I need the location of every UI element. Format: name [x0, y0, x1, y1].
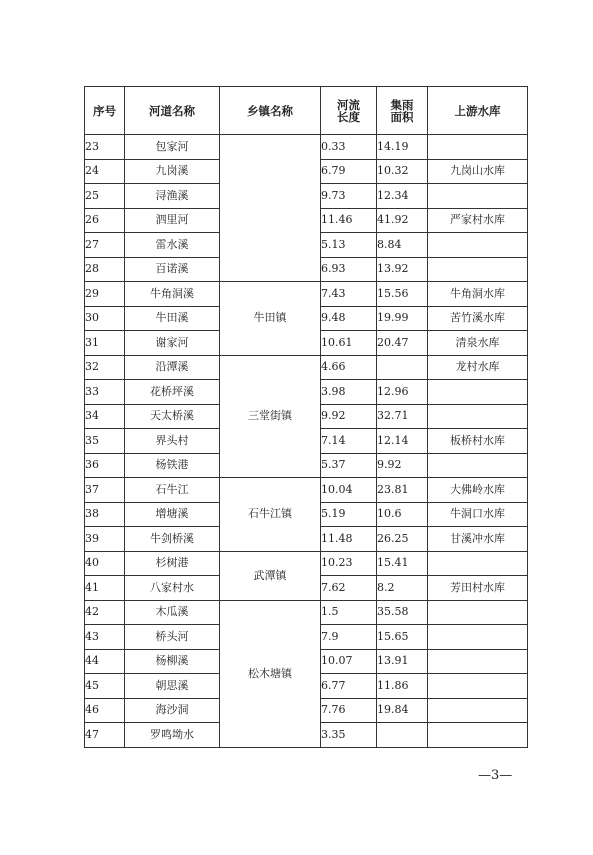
- row-river-name: 包家河: [125, 135, 220, 160]
- row-river-name: 沿潭溪: [125, 355, 220, 380]
- row-river-name: 罗鸣坳水: [125, 723, 220, 748]
- row-area: 14.19: [377, 135, 428, 160]
- row-area: 12.96: [377, 380, 428, 405]
- row-length: 7.62: [321, 576, 377, 601]
- row-length: 10.23: [321, 551, 377, 576]
- row-area: 10.32: [377, 159, 428, 184]
- row-reservoir: [428, 649, 528, 674]
- row-seq: 27: [85, 233, 125, 258]
- row-area: 15.41: [377, 551, 428, 576]
- row-seq: 31: [85, 331, 125, 356]
- row-river-name: 天太桥溪: [125, 404, 220, 429]
- row-length: 4.66: [321, 355, 377, 380]
- header-length-line2: 长度: [337, 109, 360, 124]
- header-length: [321, 87, 377, 135]
- row-length: 7.14: [321, 429, 377, 454]
- row-town: 松木塘镇: [220, 600, 321, 747]
- row-seq: 45: [85, 674, 125, 699]
- row-area: 11.86: [377, 674, 428, 699]
- row-area: 20.47: [377, 331, 428, 356]
- row-river-name: 浔渔溪: [125, 184, 220, 209]
- row-river-name: 八家村水: [125, 576, 220, 601]
- row-reservoir: [428, 233, 528, 258]
- row-river-name: 九岗溪: [125, 159, 220, 184]
- row-town: 三堂街镇: [220, 355, 321, 478]
- row-seq: 28: [85, 257, 125, 282]
- row-area: [377, 355, 428, 380]
- row-area: 8.84: [377, 233, 428, 258]
- row-reservoir: 清泉水库: [428, 331, 528, 356]
- row-river-name: 牛田溪: [125, 306, 220, 331]
- row-area: 15.65: [377, 625, 428, 650]
- row-length: 5.37: [321, 453, 377, 478]
- row-seq: 32: [85, 355, 125, 380]
- row-seq: 29: [85, 282, 125, 307]
- row-area: 8.2: [377, 576, 428, 601]
- row-length: 7.9: [321, 625, 377, 650]
- row-river-name: 牛剑桥溪: [125, 527, 220, 552]
- table-row: [85, 135, 528, 160]
- row-town: 武潭镇: [220, 551, 321, 600]
- row-area: 32.71: [377, 404, 428, 429]
- header-river-name: 河道名称: [125, 87, 220, 135]
- row-reservoir: 牛角洞水库: [428, 282, 528, 307]
- row-river-name: 牛角洞溪: [125, 282, 220, 307]
- row-reservoir: [428, 698, 528, 723]
- row-area: 26.25: [377, 527, 428, 552]
- row-seq: 43: [85, 625, 125, 650]
- row-length: 9.92: [321, 404, 377, 429]
- row-town: [220, 135, 321, 282]
- row-seq: 38: [85, 502, 125, 527]
- row-seq: 35: [85, 429, 125, 454]
- row-seq: 34: [85, 404, 125, 429]
- row-reservoir: [428, 257, 528, 282]
- row-river-name: 杨柳溪: [125, 649, 220, 674]
- row-seq: 46: [85, 698, 125, 723]
- row-river-name: 谢家河: [125, 331, 220, 356]
- row-river-name: 百诺溪: [125, 257, 220, 282]
- row-length: 10.61: [321, 331, 377, 356]
- row-length: 7.76: [321, 698, 377, 723]
- row-seq: 23: [85, 135, 125, 160]
- row-seq: 40: [85, 551, 125, 576]
- row-seq: 33: [85, 380, 125, 405]
- river-table: [84, 86, 528, 748]
- row-river-name: 雷水溪: [125, 233, 220, 258]
- row-seq: 37: [85, 478, 125, 503]
- row-river-name: 泗里河: [125, 208, 220, 233]
- row-river-name: 桥头河: [125, 625, 220, 650]
- header-seq: 序号: [85, 87, 125, 135]
- header-reservoir: 上游水库: [428, 87, 528, 135]
- row-seq: 25: [85, 184, 125, 209]
- row-reservoir: [428, 135, 528, 160]
- row-seq: 42: [85, 600, 125, 625]
- row-area: 19.84: [377, 698, 428, 723]
- row-length: 3.35: [321, 723, 377, 748]
- row-reservoir: 甘溪冲水库: [428, 527, 528, 552]
- table-header-row: [85, 87, 528, 135]
- row-river-name: 木瓜溪: [125, 600, 220, 625]
- row-reservoir: 苦竹溪水库: [428, 306, 528, 331]
- row-seq: 44: [85, 649, 125, 674]
- row-length: 6.77: [321, 674, 377, 699]
- row-seq: 30: [85, 306, 125, 331]
- header-area-line2: 面积: [390, 109, 414, 124]
- row-area: 13.92: [377, 257, 428, 282]
- table-row: [85, 551, 528, 576]
- row-length: 5.13: [321, 233, 377, 258]
- table-row: [85, 600, 528, 625]
- row-area: 13.91: [377, 649, 428, 674]
- row-seq: 26: [85, 208, 125, 233]
- row-reservoir: [428, 625, 528, 650]
- row-reservoir: 芳田村水库: [428, 576, 528, 601]
- row-reservoir: [428, 551, 528, 576]
- header-town: 乡镇名称: [220, 87, 321, 135]
- row-area: 15.56: [377, 282, 428, 307]
- table-body: [85, 135, 528, 748]
- row-reservoir: [428, 600, 528, 625]
- row-area: 12.34: [377, 184, 428, 209]
- page-number: —3—: [478, 768, 513, 783]
- table-row: [85, 478, 528, 503]
- row-length: 9.73: [321, 184, 377, 209]
- row-town: 牛田镇: [220, 282, 321, 356]
- row-river-name: 杨铁港: [125, 453, 220, 478]
- row-town: 石牛江镇: [220, 478, 321, 552]
- row-length: 5.19: [321, 502, 377, 527]
- row-seq: 36: [85, 453, 125, 478]
- row-seq: 24: [85, 159, 125, 184]
- row-reservoir: [428, 380, 528, 405]
- row-reservoir: [428, 184, 528, 209]
- row-length: 9.48: [321, 306, 377, 331]
- row-area: 19.99: [377, 306, 428, 331]
- table-row: [85, 355, 528, 380]
- row-reservoir: 严家村水库: [428, 208, 528, 233]
- row-area: 9.92: [377, 453, 428, 478]
- row-reservoir: [428, 453, 528, 478]
- row-area: 41.92: [377, 208, 428, 233]
- row-area: 10.6: [377, 502, 428, 527]
- row-length: 10.07: [321, 649, 377, 674]
- row-length: 0.33: [321, 135, 377, 160]
- row-reservoir: 龙村水库: [428, 355, 528, 380]
- row-area: [377, 723, 428, 748]
- row-reservoir: 大佛岭水库: [428, 478, 528, 503]
- row-length: 7.43: [321, 282, 377, 307]
- row-area: 23.81: [377, 478, 428, 503]
- row-seq: 47: [85, 723, 125, 748]
- row-length: 11.48: [321, 527, 377, 552]
- row-reservoir: 牛洞口水库: [428, 502, 528, 527]
- row-area: 12.14: [377, 429, 428, 454]
- row-river-name: 杉树港: [125, 551, 220, 576]
- header-area-line1: 集雨: [390, 97, 414, 112]
- row-length: 6.93: [321, 257, 377, 282]
- row-length: 11.46: [321, 208, 377, 233]
- row-area: 35.58: [377, 600, 428, 625]
- row-river-name: 花桥坪溪: [125, 380, 220, 405]
- row-length: 1.5: [321, 600, 377, 625]
- header-area: [377, 87, 428, 135]
- row-river-name: 界头村: [125, 429, 220, 454]
- row-seq: 41: [85, 576, 125, 601]
- row-river-name: 增塘溪: [125, 502, 220, 527]
- row-river-name: 海沙洞: [125, 698, 220, 723]
- row-length: 6.79: [321, 159, 377, 184]
- row-river-name: 石牛江: [125, 478, 220, 503]
- table-row: [85, 282, 528, 307]
- row-reservoir: 九岗山水库: [428, 159, 528, 184]
- row-length: 10.04: [321, 478, 377, 503]
- row-seq: 39: [85, 527, 125, 552]
- row-reservoir: [428, 723, 528, 748]
- row-reservoir: [428, 404, 528, 429]
- header-length-line1: 河流: [337, 97, 360, 112]
- row-reservoir: [428, 674, 528, 699]
- row-length: 3.98: [321, 380, 377, 405]
- row-reservoir: 板桥村水库: [428, 429, 528, 454]
- row-river-name: 朝思溪: [125, 674, 220, 699]
